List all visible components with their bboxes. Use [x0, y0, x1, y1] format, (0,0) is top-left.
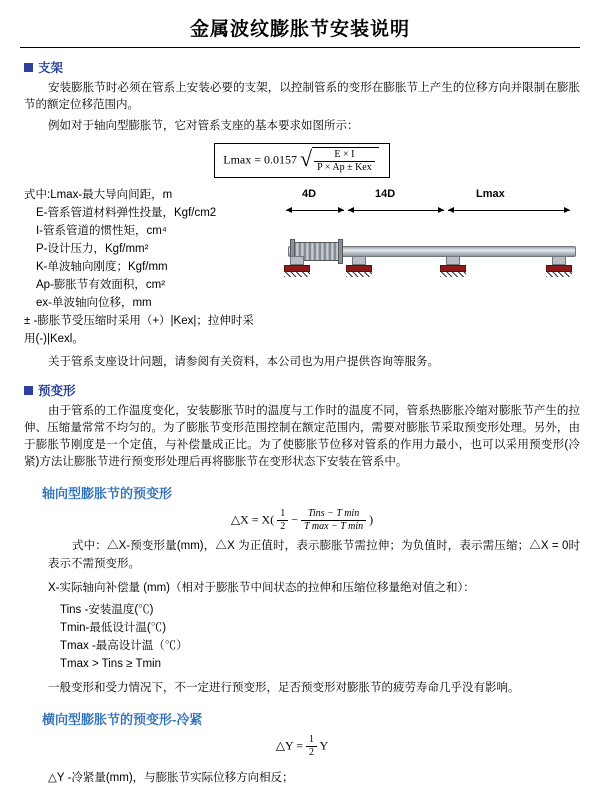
legend-item: P-设计压力，Kgf/mm² [36, 243, 149, 255]
title-divider [20, 47, 580, 48]
support-anchor-icon [284, 256, 310, 274]
subsection-heading-axial: 轴向型膨胀节的预变形 [42, 486, 173, 501]
support-guide-3-icon [546, 256, 572, 274]
diagram-label-14d: 14D [375, 188, 396, 200]
legend-item: E-管系管道材料弹性投量，Kgf/cm2 [36, 207, 217, 219]
axial-formula-temp-fraction [301, 508, 366, 533]
legend-item: Ap-膨胀节有效面积，cm² [36, 279, 166, 291]
support-paragraph-2: 例如对于轴向型膨胀节，它对管系支座的基本要求如图所示： [48, 120, 359, 132]
arrow-lmax [448, 210, 570, 211]
axial-formula-lhs: △X = X( [230, 512, 275, 527]
axial-note-1: 式中：△X-预变形量(mm)，△X 为正值时，表示膨胀节需拉伸；为负值时，表示需压缩；△X = 0时表示不需预变形。 [48, 540, 580, 570]
axial-half-denominator: 2 [280, 521, 286, 532]
axial-temp-numerator: Tins − T min [301, 508, 366, 521]
arrow-14d [348, 210, 444, 211]
document-body [0, 58, 600, 787]
section-heading-support [24, 58, 580, 76]
section-heading-support-label: 支架 [38, 61, 64, 75]
lmax-formula-wrapper [24, 143, 580, 178]
legend-list [24, 186, 259, 348]
legend-item: K-单波轴向刚度；Kgf/mm [36, 261, 168, 273]
lmax-formula-box [214, 143, 390, 178]
axial-formula-minus: − [291, 512, 298, 527]
lateral-formula-rhs: Y [319, 738, 329, 753]
support-guide-1-icon [346, 256, 372, 274]
axial-formula-half [277, 508, 288, 533]
bellows-flange-right-icon [338, 239, 343, 264]
section-heading-predeform [24, 381, 580, 399]
lmax-formula-fraction [314, 149, 375, 174]
diagram-dimension-labels [280, 188, 580, 204]
document-page [0, 14, 600, 784]
axial-closing-paragraph: 一般变形和受力情况下，不一定进行预变形，足否预变形对膨胀节的疲劳寿命几乎没有影响。 [48, 682, 520, 694]
lateral-formula-lhs: △Y = [275, 738, 303, 753]
subsection-heading-lateral: 横向型膨胀节的预变形-冷紧 [42, 712, 203, 727]
lmax-formula-sqrt [300, 147, 379, 174]
axial-definition-item: Tmax -最高设计温（℃） [60, 640, 188, 652]
lmax-formula-numerator: E × I [314, 149, 375, 162]
axial-definition-item: Tmax > Tins ≥ Tmin [60, 658, 161, 670]
radical-icon: √ [300, 146, 313, 171]
pipe-assembly-illustration [280, 218, 580, 288]
lateral-note: △Y -冷紧量(mm)，与膨胀节实际位移方向相反； [48, 772, 294, 784]
diagram-label-lmax: Lmax [476, 188, 505, 200]
predeform-paragraph-1: 由于管系的工作温度变化，安装膨胀节时的温度与工作时的温度不同，管系热膨胀冷缩对膨胀节产生的拉伸、压缩量常常不均匀的。为了膨胀节变形范围控制在额定范围内，需要对膨胀节采取预变形处理。另外，由于膨胀节刚度是一个定值，与补偿量成正比。为了使膨胀节位移对管系的作用力最小，也可以采用预变形(冷紧)方法让膨胀节进行预变形处理后再将膨胀节在变形状态下安装在管系中。 [24, 405, 580, 468]
legend-item: ± -膨胀节受压缩时采用（+）|Kex|；拉伸时采用(-)|Kexl。 [24, 315, 254, 345]
lateral-denominator: 2 [308, 747, 314, 758]
axial-note-2: X-实际轴向补偿量 (mm)（相对于膨胀节中间状态的拉伸和压缩位移量绝对值之和）： [48, 582, 475, 594]
lateral-formula-fraction [306, 734, 317, 759]
lmax-formula-lhs: Lmax = 0.0157 [223, 152, 298, 167]
axial-formula-rhs: ) [369, 512, 374, 527]
axial-definitions-list [24, 601, 580, 673]
axial-formula [24, 508, 580, 533]
support-paragraph-1: 安装膨胀节时必须在管系上安装必要的支架，以控制管系的变形在膨胀节上产生的位移方向并限制在膨胀节的额定位移范围内。 [24, 82, 580, 111]
axial-temp-denominator: T max − T min [303, 521, 364, 532]
lateral-numerator: 1 [306, 734, 317, 747]
legend-item: I-管系管道的惯性矩，cm⁴ [36, 225, 167, 237]
support-guide-2-icon [440, 256, 466, 274]
lateral-formula [24, 734, 580, 759]
section-heading-predeform-label: 预变形 [38, 384, 76, 398]
installation-diagram [280, 188, 580, 298]
lmax-formula-denominator: P × Ap ± Kex [317, 162, 372, 173]
arrow-4d [286, 210, 344, 211]
page-title: 金属波纹膨胀节安装说明 [189, 19, 410, 40]
square-bullet-icon [24, 63, 33, 72]
diagram-dimension-arrows [280, 204, 580, 218]
legend-item: ex-单波轴向位移，mm [36, 297, 152, 309]
axial-half-numerator: 1 [277, 508, 288, 521]
square-bullet-icon [24, 386, 33, 395]
legend-intro: 式中:Lmax-最大导向间距，m [24, 189, 173, 201]
diagram-label-4d: 4D [302, 188, 317, 200]
support-closing-paragraph: 关于管系支座设计问题，请参阅有关资料，本公司也为用户提供咨询等服务。 [48, 356, 439, 368]
axial-definition-item: Tmin-最低设计温(℃) [60, 622, 167, 634]
axial-definition-item: Tins -安装温度(℃) [60, 604, 154, 616]
